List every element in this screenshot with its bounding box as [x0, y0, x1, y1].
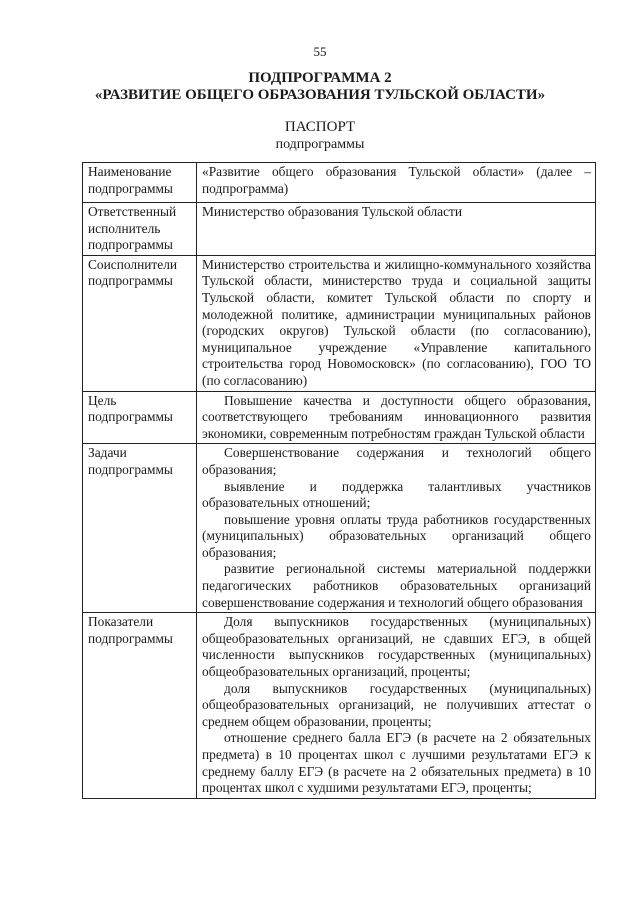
- task-item: повышение уровня оплаты труда работников государственных (муниципальных) образовательных организаций общего образования;: [202, 511, 591, 560]
- label-coexecutors-line2: подпрограммы: [88, 273, 173, 289]
- label-responsible-line3: подпрограммы: [88, 237, 173, 253]
- label-responsible-line1: Ответственный: [88, 204, 177, 219]
- passport-subheading: подпрограммы: [275, 137, 365, 152]
- task-item: выявление и поддержка талантливых участников образовательных отношений;: [202, 478, 591, 511]
- label-coexecutors-line1: Соисполнители: [88, 256, 178, 272]
- label-tasks-line2: подпрограммы: [88, 461, 173, 477]
- label-coexecutors: [83, 255, 197, 391]
- page-number: 55: [313, 44, 327, 59]
- content-name: «Развитие общего образования Тульской области» (далее – подпрограмма): [197, 163, 596, 203]
- task-item: Совершенствование содержания и технологий общего образования;: [202, 445, 591, 477]
- row-tasks: [83, 444, 596, 613]
- content-responsible: Министерство образования Тульской области: [197, 203, 596, 256]
- title-line-1: ПОДПРОГРАММА 2: [248, 70, 392, 86]
- passport-table: [82, 162, 596, 799]
- label-goal-line1: Цель: [88, 392, 117, 408]
- label-tasks-line1: Задачи: [88, 445, 127, 461]
- goal-text: Повышение качества и доступности общего образования, соответствующего требованиям инновационного развития экономики, современным потребностям граждан Тульской области: [202, 392, 591, 441]
- label-responsible: [83, 203, 197, 256]
- label-indicators-line1: Показатели: [88, 614, 154, 630]
- content-tasks: [197, 444, 596, 613]
- row-name: [83, 163, 596, 203]
- row-indicators: [83, 613, 596, 799]
- indicator-item: отношение среднего балла ЕГЭ (в расчете на 2 обязательных предмета) в 10 процентах школ с лучшими результатами ЕГЭ к среднему баллу ЕГЭ (в расчете на 2 обязательных предмета) в 10 процентах школ с худшими результатами ЕГЭ, проценты;: [202, 730, 591, 796]
- label-indicators: [83, 613, 197, 799]
- row-goal: [83, 391, 596, 444]
- label-responsible-line2: исполнитель: [88, 220, 161, 236]
- label-indicators-line2: подпрограммы: [88, 630, 173, 646]
- subprogram-title: [0, 70, 640, 104]
- title-line-2: «РАЗВИТИЕ ОБЩЕГО ОБРАЗОВАНИЯ ТУЛЬСКОЙ ОБЛАСТИ»: [94, 87, 546, 103]
- label-name-line1: Наименование: [88, 164, 172, 179]
- label-name: [83, 163, 197, 203]
- passport-heading: ПАСПОРТ: [284, 119, 356, 135]
- label-name-line2: подпрограммы: [88, 180, 173, 196]
- label-goal: [83, 391, 197, 444]
- row-responsible: [83, 203, 596, 256]
- indicator-item: доля выпускников государственных (муниципальных) общеобразовательных организаций, не получивших аттестат о среднем общем образовании, проценты;: [202, 680, 591, 729]
- task-item: развитие региональной системы материальной поддержки педагогических работников образовательных организаций совершенствование содержания и технологий общего образования: [202, 561, 591, 610]
- passport-heading-block: [0, 118, 640, 154]
- row-coexecutors: [83, 255, 596, 391]
- indicator-item: Доля выпускников государственных (муниципальных) общеобразовательных организаций, не сдавших ЕГЭ, в общей численности выпускников государственных (муниципальных) общеобразовательных организаций, проценты;: [202, 614, 591, 680]
- content-coexecutors: Министерство строительства и жилищно-коммунального хозяйства Тульской области, министерство труда и социальной защиты Тульской области, комитет Тульской области по спорту и молодежной политике, администрации муниципальных районов (городских округов) Тульской области (по согласованию), муниципальное учреждение «Управление капитального строительства город Новомосковск» (по согласованию), ГОО ТО (по согласованию): [197, 255, 596, 391]
- content-indicators: [197, 613, 596, 799]
- label-tasks: [83, 444, 197, 613]
- content-goal: [197, 391, 596, 444]
- label-goal-line2: подпрограммы: [88, 409, 173, 425]
